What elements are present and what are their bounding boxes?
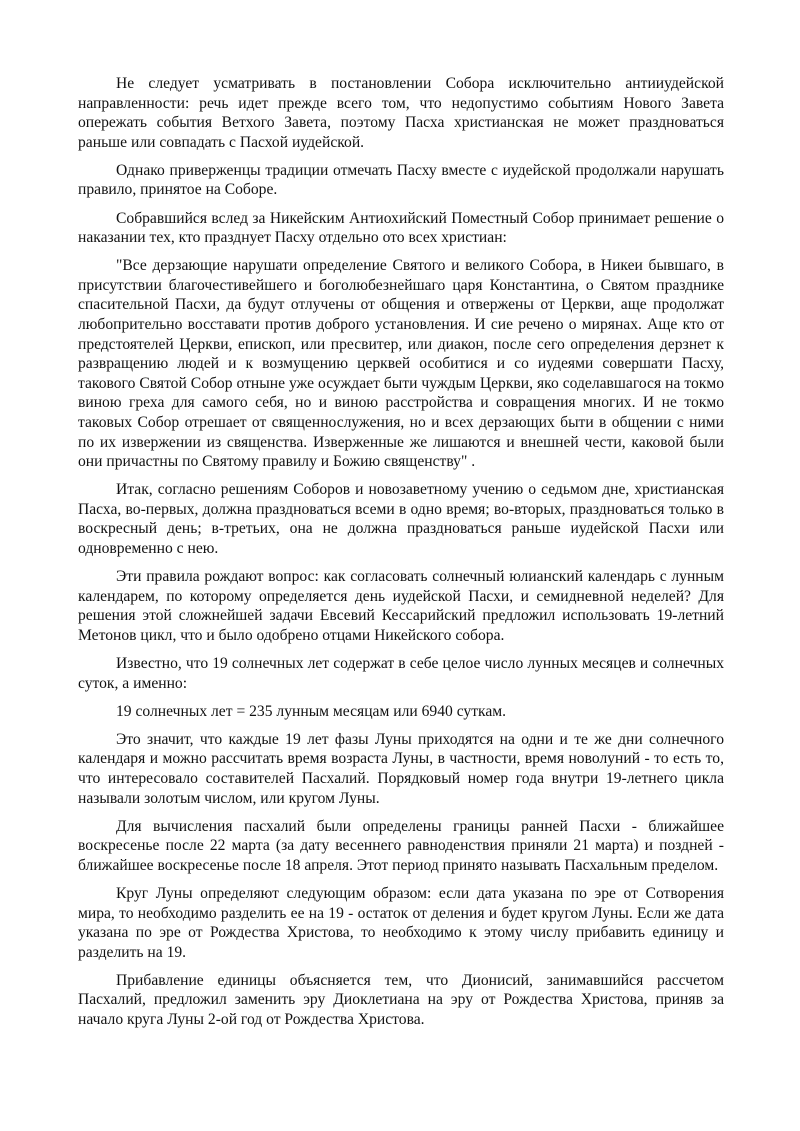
paragraph: Однако приверженцы традиции отмечать Пасху вместе с иудейской продолжали нарушать правило, принятое на Соборе. — [78, 161, 724, 199]
paragraph: Круг Луны определяют следующим образом: если дата указана по эре от Сотворения мира, то необходимо разделить ее на 19 - остаток от деления и будет кругом Луны. Если же дата указана по эре от Рождества Христова, то необходимо к этому числу прибавить единицу и разделить на 19. — [78, 884, 724, 961]
paragraph: Собравшийся вслед за Никейским Антиохийский Поместный Собор принимает решение о наказании тех, кто празднует Пасху отдельно ото всех христиан: — [78, 209, 724, 247]
paragraph: Не следует усматривать в постановлении Собора исключительно антииудейской направленности: речь идет прежде всего том, что недопустимо событиям Нового Завета опережать события Ветхого Завета, поэтому Пасха христианская не может праздноваться раньше или совпадать с Пасхой иудейской. — [78, 75, 724, 151]
paragraph: Это значит, что каждые 19 лет фазы Луны приходятся на одни и те же дни солнечного календаря и можно рассчитать время возраста Луны, в частности, время новолуний - то есть то, что интересовало составителей Пасхалий. Порядковый номер года внутри 19-летнего цикла называли золотым числом, или кругом Луны. — [78, 730, 724, 807]
paragraph: Для вычисления пасхалий были определены границы ранней Пасхи - ближайшее воскресенье после 22 марта (за дату весеннего равноденствия приняли 21 марта) и поздней - ближайшее воскресенье после 18 апреля. Этот период принято называть Пасхальным пределом. — [78, 817, 724, 874]
formula-paragraph: 19 солнечных лет = 235 лунным месяцам или 6940 суткам. — [116, 702, 507, 720]
paragraph: Итак, согласно решениям Соборов и новозаветному учению о седьмом дне, христианская Пасха, во-первых, должна праздноваться всеми в одно время; во-вторых, праздноваться только в воскресный день; в-третьих, она не должна праздноваться раньше иудейской Пасхи или одновременно с нею. — [78, 481, 724, 558]
paragraph: Прибавление единицы объясняется тем, что Дионисий, занимавшийся рассчетом Пасхалий, предложил заменить эру Диоклетиана на эру от Рождества Христова, приняв за начало круга Луны 2-ой год от Рождества Христова. — [78, 971, 724, 1029]
quote-paragraph: "Все дерзающие нарушати определение Святого и великого Собора, в Никеи бывшаго, в присутствии благочестивейшего и боголюбезнейшаго царя Константина, о Святом празднике спасительной Пасхи, да будут отлучены от общения и отвержены от Церкви, аще продолжат любопрительно восставати против доброго установления. И сие речено о мирянах. Аще кто от предстоятелей Церкви, епископ, или пресвитер, или диакон, после сего определения дерзнет к развращению людей и к возмущению церквей особитися и со иудеями совершати Пасху, такового Святой Собор отныне уже осуждает быти чуждым Церкви, яко соделавшагося на токмо виною греха для самого себя, но и виною расстройства и совращения многих. И не токмо таковых Собор отрешает от священнослужения, но и всех дерзающих быти в общении с ними по их извержении из священства. Изверженные же лишаются и внешней чести, каковой были они причастны по Святому правилу и Божию священству" . — [78, 257, 724, 471]
document-page — [78, 74, 724, 1038]
paragraph: Эти правила рождают вопрос: как согласовать солнечный юлианский календарь с лунным календарем, по которому определяется день иудейской Пасхи, и семидневной неделей? Для решения этой сложнейшей задачи Евсевий Кессарийский предложил использовать 19-летний Метонов цикл, что и было одобрено отцами Никейского собора. — [78, 568, 724, 644]
paragraph: Известно, что 19 солнечных лет содержат в себе целое число лунных месяцев и солнечных суток, а именно: — [78, 655, 724, 692]
